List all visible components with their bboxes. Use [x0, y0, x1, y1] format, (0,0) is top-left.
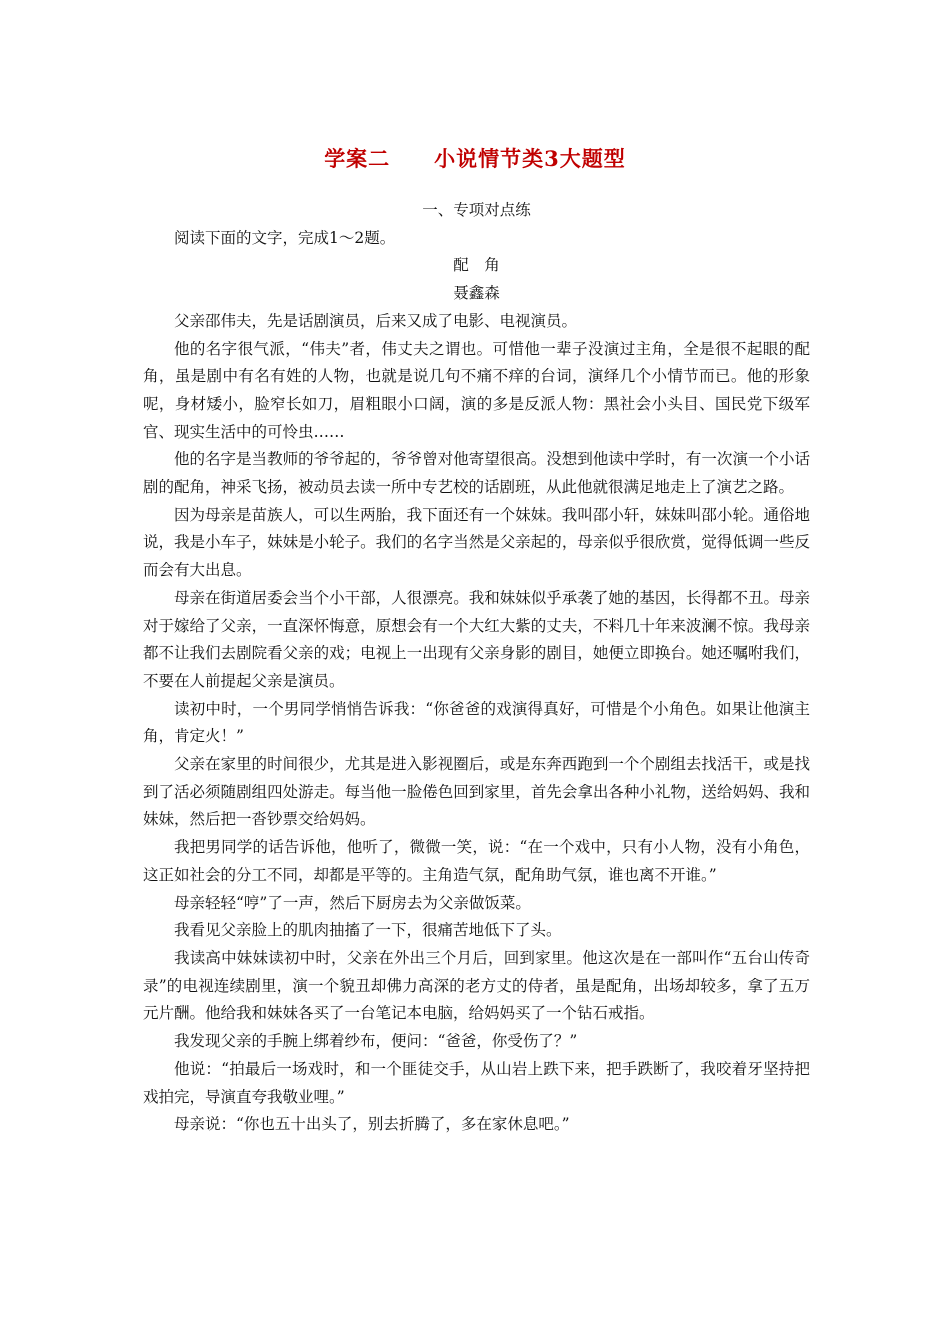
- paragraph: 母亲在街道居委会当个小干部，人很漂亮。我和妹妹似乎承袭了她的基因，长得都不丑。母亲对于嫁给了父亲，一直深怀悔意，原想会有一个大红大紫的丈夫，不料几十年来波澜不惊。我母亲都不让我们去剧院看父亲的戏；电视上一出现有父亲身影的剧目，她便立即换台。她还嘱咐我们，不要在人前提起父亲是演员。: [143, 588, 810, 690]
- story-author: 聂鑫森: [453, 284, 500, 303]
- paragraph: 读初中时，一个男同学悄悄告诉我：“你爸爸的戏演得真好，可惜是个小角色。如果让他演主角，肯定火！”: [143, 699, 810, 746]
- paragraph: 我发现父亲的手腕上绑着纱布，便问：“爸爸，你受伤了？”: [174, 1032, 578, 1051]
- paragraph: 我读高中妹妹读初中时，父亲在外出三个月后，回到家里。他这次是在一部叫作“五台山传奇录”的电视连续剧里，演一个貌丑却佛力高深的老方丈的侍者，虽是配角，出场却较多，拿了五万元片酬。他给我和妹妹各买了一台笔记本电脑，给妈妈买了一个钻石戒指。: [143, 948, 810, 1023]
- paragraph: 父亲在家里的时间很少，尤其是进入影视圈后，或是东奔西跑到一个个剧组去找活干，或是找到了活必须随剧组四处游走。每当他一脸倦色回到家里，首先会拿出各种小礼物，送给妈妈、我和妹妹，然后把一沓钞票交给妈妈。: [143, 755, 810, 829]
- document-body: [143, 197, 810, 1139]
- paragraph: 他说：“拍最后一场戏时，和一个匪徒交手，从山岩上跌下来，把手跌断了，我咬着牙坚持把戏拍完，导演直夸我敬业哩。”: [143, 1059, 810, 1106]
- paragraph: 父亲邵伟夫，先是话剧演员，后来又成了电影、电视演员。: [174, 311, 578, 330]
- paragraph: 我把男同学的话告诉他，他听了，微微一笑，说：“在一个戏中，只有小人物，没有小角色，这正如社会的分工不同，却都是平等的。主角造气氛，配角助气氛，谁也离不开谁。”: [143, 838, 810, 884]
- paragraph: 我看见父亲脸上的肌肉抽搐了一下，很痛苦地低下了头。: [174, 921, 562, 940]
- paragraph: 他的名字是当教师的爷爷起的，爷爷曾对他寄望很高。没想到他读中学时，有一次演一个小话剧的配角，神采飞扬，被动员去读一所中专艺校的话剧班，从此他就很满足地走上了演艺之路。: [143, 450, 810, 497]
- story-title: 配 角: [453, 256, 500, 275]
- paragraph: 母亲说：“你也五十出头了，别去折腾了，多在家休息吧。”: [174, 1115, 570, 1134]
- paragraph: 因为母亲是苗族人，可以生两胎，我下面还有一个妹妹。我叫邵小轩，妹妹叫邵小轮。通俗地说，我是小车子，妹妹是小轮子。我们的名字当然是父亲起的，母亲似乎很欣赏，觉得低调一些反而会有大出息。: [143, 505, 810, 580]
- paragraph: 母亲轻轻“哼”了一声，然后下厨房去为父亲做饭菜。: [174, 893, 531, 912]
- page-title: 学案二 小说情节类3大题型: [324, 146, 626, 171]
- section-heading: 一、专项对点练: [422, 201, 531, 219]
- instruction-text: 阅读下面的文字，完成1～2题。: [174, 228, 396, 247]
- paragraph: 他的名字很气派，“伟夫”者，伟丈夫之谓也。可惜他一辈子没演过主角，全是很不起眼的配角，虽是剧中有名有姓的人物，也就是说几句不痛不痒的台词，演绎几个小情节而已。他的形象呢，身材矮小，脸窄长如刀，眉粗眼小口阔，演的多是反派人物：黑社会小头目、国民党下级军官、现实生活中的可怜虫……: [143, 339, 810, 441]
